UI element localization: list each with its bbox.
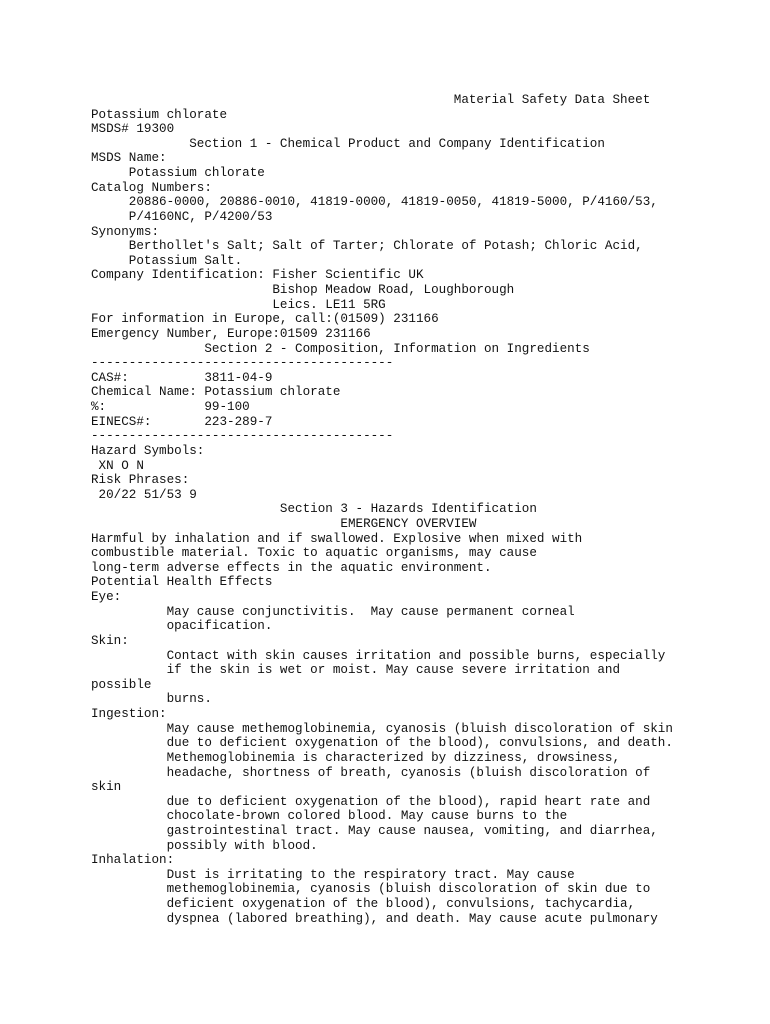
document-line: Hazard Symbols: (91, 443, 205, 458)
document-line: skin (91, 780, 122, 795)
document-line: headache, shortness of breath, cyanosis (bluish discoloration of (91, 765, 651, 780)
document-line: Synonyms: (91, 224, 160, 239)
document-line: EMERGENCY OVERVIEW (91, 516, 477, 531)
document-line: May cause conjunctivitis. May cause permanent corneal (91, 604, 575, 619)
document-line: possible (91, 677, 152, 692)
document-line: Potassium chlorate (91, 107, 228, 122)
document-line: Bishop Meadow Road, Loughborough (91, 283, 515, 298)
document-line: Contact with skin causes irritation and possible burns, especially (91, 648, 666, 663)
document-line: Leics. LE11 5RG (91, 297, 386, 312)
document-line: Ingestion: (91, 707, 167, 722)
document-line: due to deficient oxygenation of the blood), convulsions, and death. (91, 736, 673, 751)
document-line: if the skin is wet or moist. May cause severe irritation and (91, 663, 621, 678)
document-line: dyspnea (labored breathing), and death. May cause acute pulmonary (91, 911, 658, 926)
document-line: Section 2 - Composition, Information on Ingredients (91, 341, 590, 356)
document-line: long-term adverse effects in the aquatic environment. (91, 560, 492, 575)
document-line: methemoglobinemia, cyanosis (bluish discoloration of skin due to (91, 882, 651, 897)
document-line: chocolate-brown colored blood. May cause burns to the (91, 809, 568, 824)
document-line: P/4160NC, P/4200/53 (91, 209, 273, 224)
document-line: Harmful by inhalation and if swallowed. Explosive when mixed with (91, 531, 583, 546)
document-line: Eye: (91, 590, 122, 605)
document-line: XN O N (91, 458, 144, 473)
document-line: ---------------------------------------- (91, 429, 394, 444)
document-line: Potassium Salt. (91, 253, 243, 268)
document-line: opacification. (91, 619, 273, 634)
document-line: 20886-0000, 20886-0010, 41819-0000, 41819-0050, 41819-5000, P/4160/53, (91, 195, 658, 210)
document-line: Dust is irritating to the respiratory tract. May cause (91, 867, 575, 882)
document-line: Section 3 - Hazards Identification (91, 502, 537, 517)
document-line: MSDS Name: (91, 151, 167, 166)
document-line: Potassium chlorate (91, 166, 265, 181)
document-line: MSDS# 19300 (91, 122, 175, 137)
document-line: May cause methemoglobinemia, cyanosis (bluish discoloration of skin (91, 721, 673, 736)
document-line: Berthollet's Salt; Salt of Tarter; Chlorate of Potash; Chloric Acid, (91, 239, 643, 254)
document-line: burns. (91, 692, 212, 707)
document-line: Skin: (91, 633, 129, 648)
document-line: Material Safety Data Sheet (91, 93, 651, 107)
document-line: EINECS#: 223-289-7 (91, 414, 273, 429)
document-line: Risk Phrases: (91, 473, 190, 488)
document-line: Inhalation: (91, 853, 175, 868)
document-line: ---------------------------------------- (91, 356, 394, 371)
document-line: Catalog Numbers: (91, 180, 212, 195)
document-line: deficient oxygenation of the blood), convulsions, tachycardia, (91, 897, 636, 912)
document-line: possibly with blood. (91, 838, 318, 853)
document-line: Company Identification: Fisher Scientific UK (91, 268, 424, 283)
document-line: Emergency Number, Europe:01509 231166 (91, 326, 371, 341)
document-line: Methemoglobinemia is characterized by dizziness, drowsiness, (91, 750, 621, 765)
document-line: CAS#: 3811-04-9 (91, 370, 273, 385)
document-line: gastrointestinal tract. May cause nausea, vomiting, and diarrhea, (91, 824, 658, 838)
document-line: Potential Health Effects (91, 575, 273, 590)
document-line: Chemical Name: Potassium chlorate (91, 385, 341, 400)
document-line: combustible material. Toxic to aquatic organisms, may cause (91, 546, 537, 561)
document-line: For information in Europe, call:(01509) 231166 (91, 312, 439, 327)
document-line: due to deficient oxygenation of the blood), rapid heart rate and (91, 794, 651, 809)
document-line: %: 99-100 (91, 400, 250, 415)
document-line: 20/22 51/53 9 (91, 487, 197, 502)
document-line: Section 1 - Chemical Product and Company Identification (91, 136, 605, 151)
